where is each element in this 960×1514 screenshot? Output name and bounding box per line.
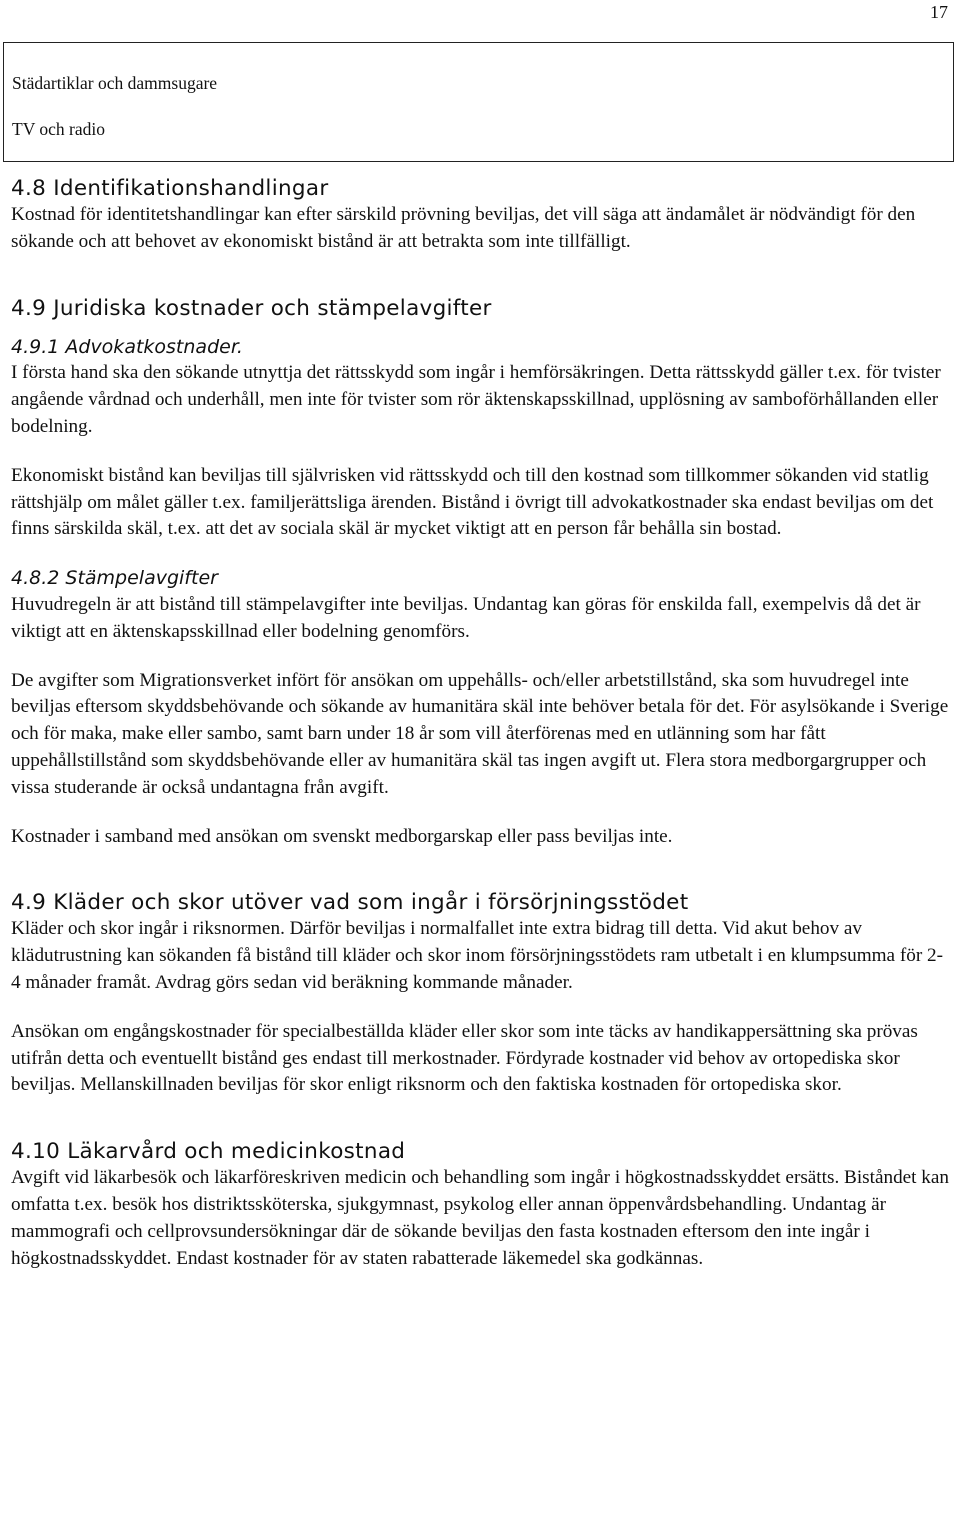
subheading-stampelavgifter: 4.8.2 Stämpelavgifter <box>11 567 218 590</box>
section-heading-4-10: 4.10 Läkarvård och medicinkostnad <box>11 1139 406 1165</box>
subheading-advokatkostnader: 4.9.1 Advokatkostnader. <box>11 335 243 358</box>
box-item: TV och radio <box>12 119 105 139</box>
paragraph: Kostnader i samband med ansökan om svenskt medborgarskap eller pass beviljas inte. <box>11 825 673 847</box>
paragraph: De avgifter som Migrationsverket infört för ansökan om uppehålls- och/eller arbetstillstånd, ska som huvudregel inte beviljas eftersom skyddsbehövande och sökande av humanitära skäl inte behöver betala för det. För asylsökande i Sverige och för maka, make eller sambo, samt barn under 18 år som vill återförenas med en utlänning som har fått uppehållstillstånd som skyddsbehövande eller av humanitära skäl tas ingen avgift ut. Flera stora medborgargrupper och vissa studerande är också undantagna från avgift. <box>11 669 949 798</box>
section-heading-4-8: 4.8 Identifikationshandlingar <box>11 176 329 201</box>
paragraph: Huvudregeln är att bistånd till stämpelavgifter inte beviljas. Undantag kan göras för enskilda fall, exempelvis då det är viktigt att en äktenskapsskillnad eller bodelning genomförs. <box>11 593 921 642</box>
item-list-box <box>3 42 954 162</box>
paragraph: Avgift vid läkarbesök och läkarföreskriven medicin och behandling som ingår i högkostnadsskyddet ersätts. Biståndet kan omfatta t.ex. besök hos distriktssköterska, sjukgymnast, psykolog eller annan öppenvårdsbehandling. Undantag är mammografi och cellprovsundersökningar där de sökande beviljas den fasta kostnaden eftersom den inte ingår i högkostnadsskyddet. Endast kostnader för av staten rabatterade läkemedel ska godkännas. <box>11 1167 950 1269</box>
paragraph: Ekonomiskt bistånd kan beviljas till självrisken vid rättsskydd och till den kostnad som tillkommer sökanden vid statlig rättshjälp om målet gäller t.ex. familjerättsliga ärenden. Bistånd i övrigt till advokatkostnader ska endast beviljas om det finns särskilda skäl, t.ex. att det av sociala skäl är mycket viktigt att en person får behålla sin bostad. <box>11 464 934 540</box>
paragraph: Kostnad för identitetshandlingar kan efter särskild prövning beviljas, det vill säga att ändamålet är nödvändigt för den sökande och att behovet av ekonomiskt bistånd är att betrakta som inte tillfälligt. <box>11 204 916 252</box>
box-item: Städartiklar och dammsugare <box>12 73 218 93</box>
paragraph: Ansökan om engångskostnader för specialbeställda kläder eller skor som inte täcks av handikappersättning ska prövas utifrån detta och eventuellt bistånd ges endast till merkostnader. Fördyrade kostnader vid behov av ortopediska skor beviljas. Mellanskillnaden beviljas för skor enligt riksnorm och den faktiska kostnaden för ortopediska skor. <box>11 1020 918 1096</box>
paragraph: Kläder och skor ingår i riksnormen. Därför beviljas i normalfallet inte extra bidrag till detta. Vid akut behov av klädutrustning kan sökanden få bistånd till kläder och skor inom försörjningsstödets ram utbetalt i en klumpsumma för 2-4 månader framåt. Avdrag görs sedan vid beräkning kommande månader. <box>11 918 944 993</box>
paragraph: I första hand ska den sökande utnyttja det rättsskydd som ingår i hemförsäkringen. Detta rättsskydd gäller t.ex. för tvister angående vårdnad och underhåll, men inte för tvister som rör äktenskapsskillnad, upplösning av samboförhållanden eller bodelning. <box>11 362 941 437</box>
section-heading-4-9-juridiska: 4.9 Juridiska kostnader och stämpelavgifter <box>11 295 492 321</box>
page-number: 17 <box>930 2 948 22</box>
section-heading-4-9-klader: 4.9 Kläder och skor utöver vad som ingår i försörjningsstödet <box>11 890 689 916</box>
